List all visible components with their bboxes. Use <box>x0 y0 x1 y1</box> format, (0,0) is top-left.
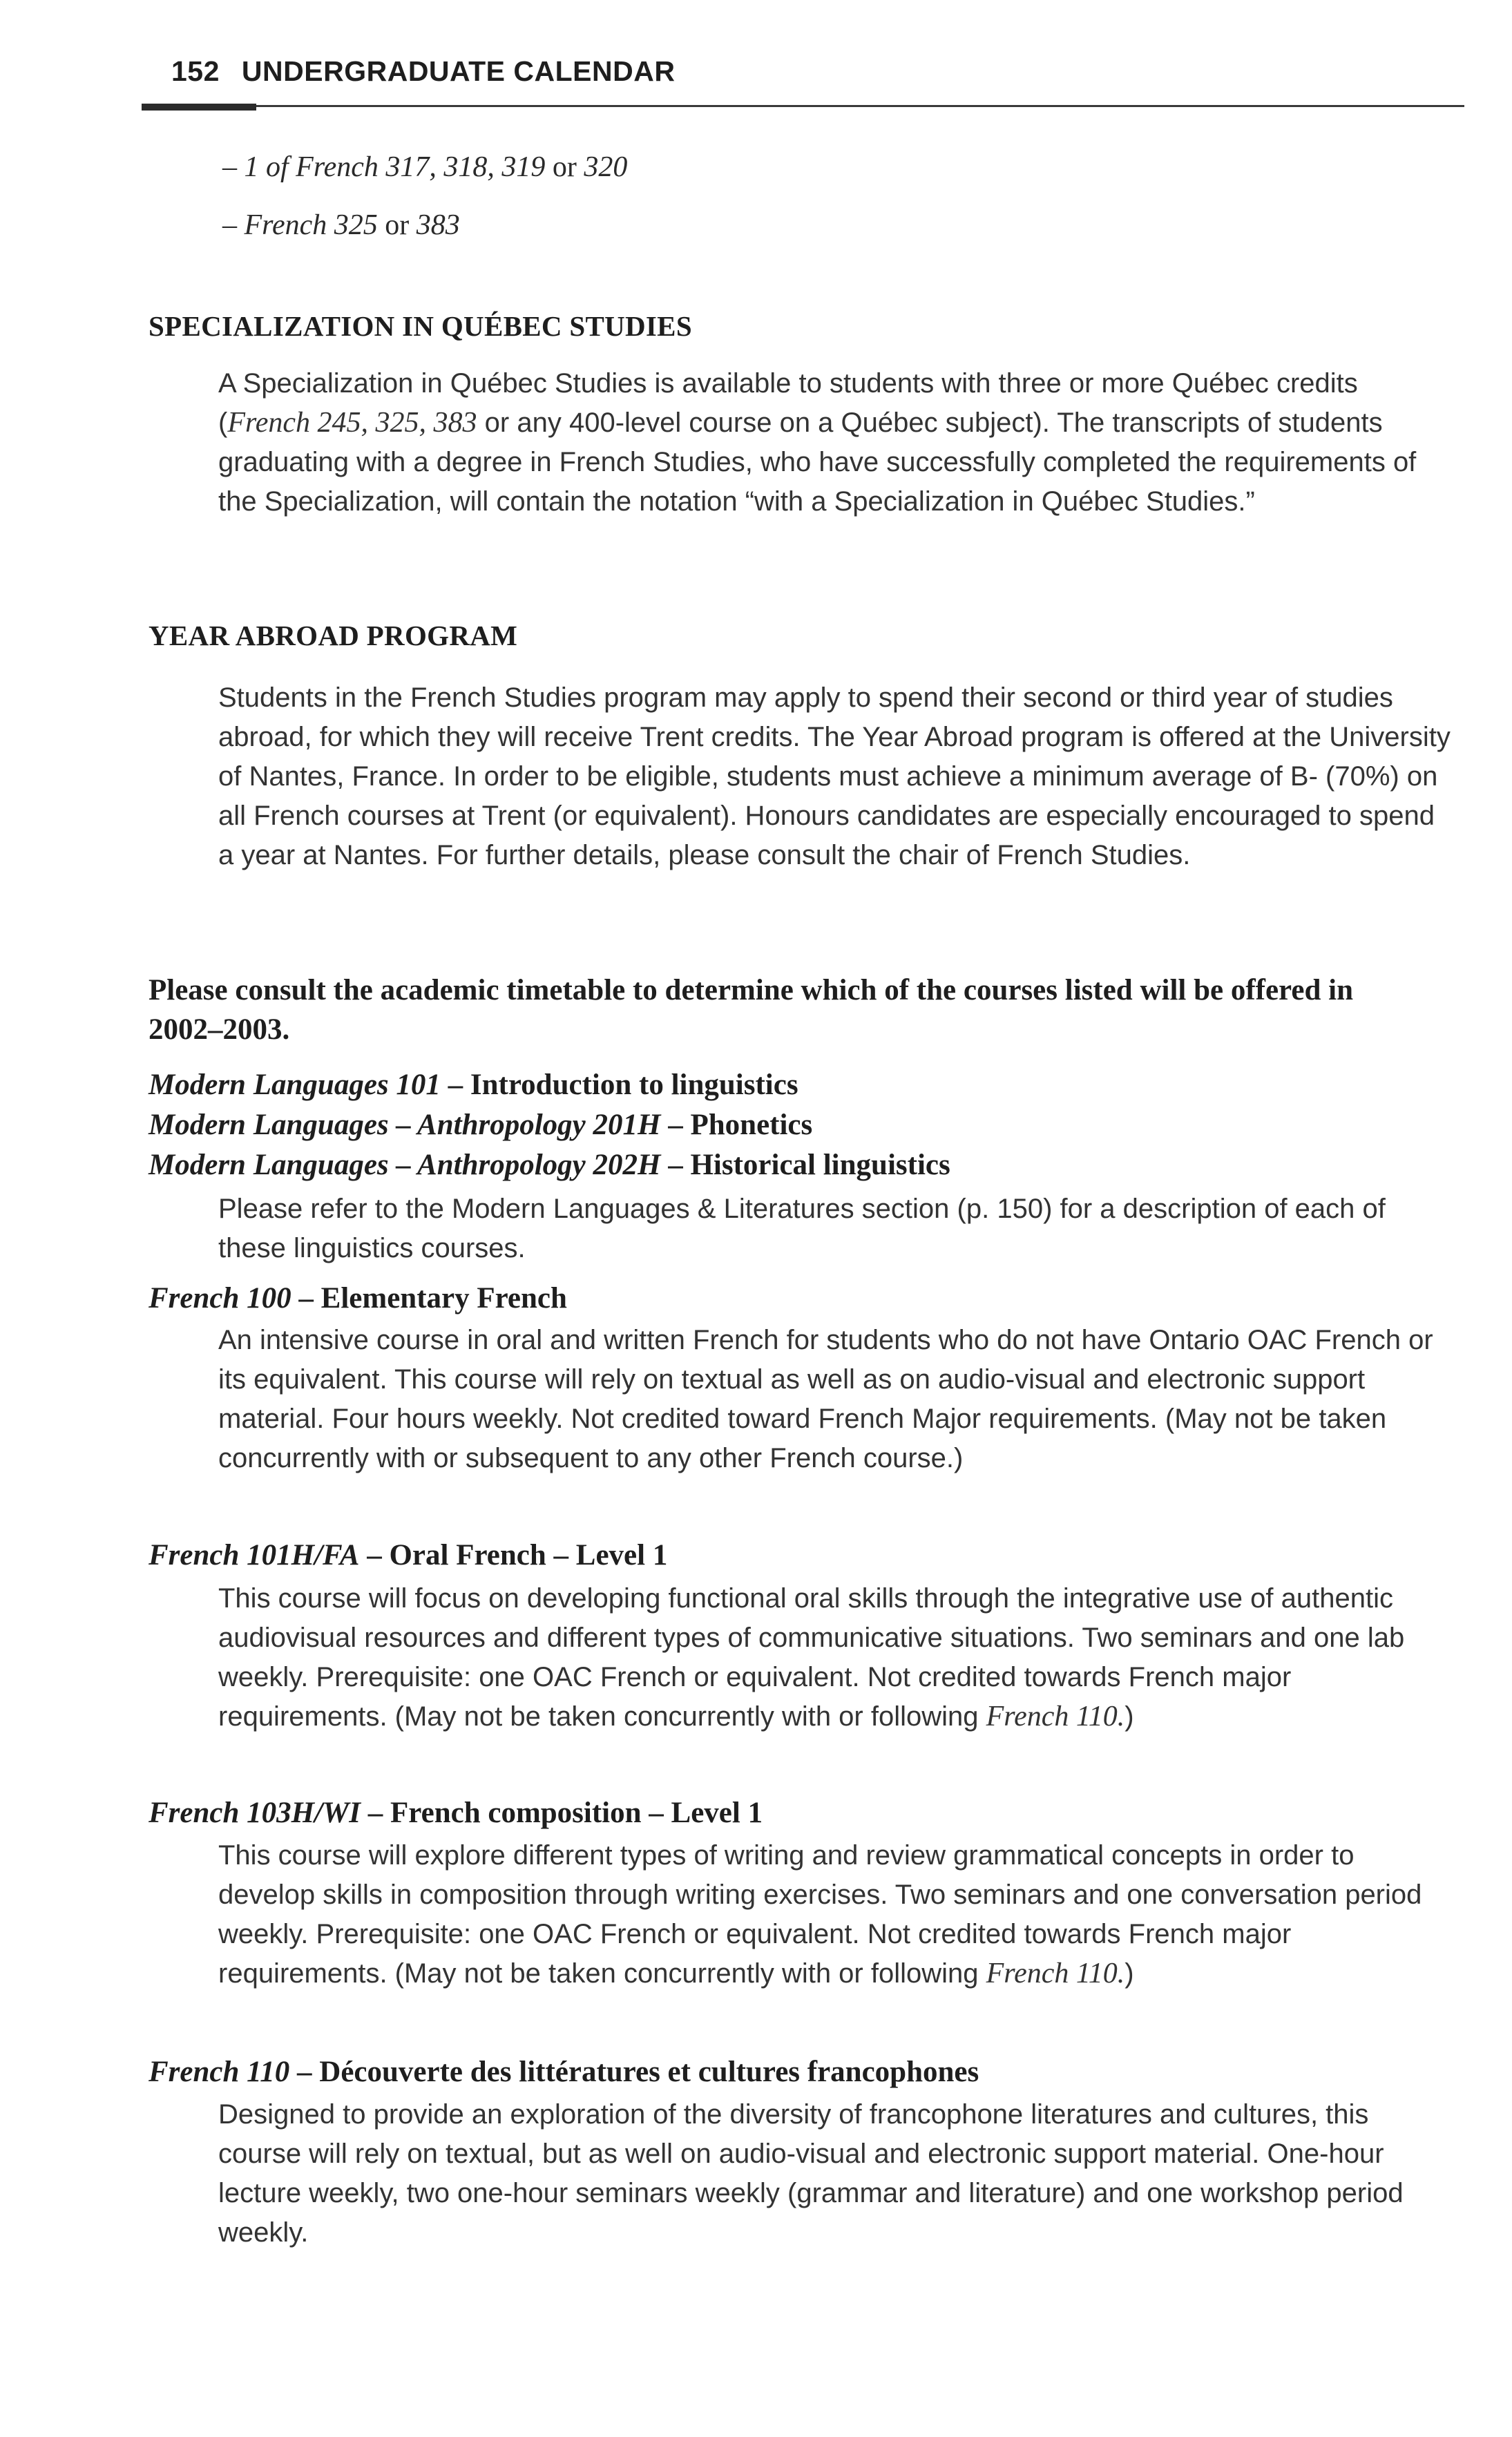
course-title: Modern Languages – Anthropology 202H – Historical linguistics <box>149 1149 950 1181</box>
running-header <box>171 55 675 88</box>
section-heading-year-abroad: YEAR ABROAD PROGRAM <box>149 620 518 651</box>
course-title: French 103H/WI – French composition – Level 1 <box>149 1797 763 1829</box>
timetable-notice: Please consult the academic timetable to determine which of the courses listed will be offered in 2002–2003. <box>149 974 1353 1046</box>
course-description: This course will explore different types of writing and review grammatical concepts in order to develop skills in composition through writing exercises. Two seminars and one conversation period weekly. Prerequisite: one OAC French or equivalent. Not credited towards French major requirements. (May not be taken concurrently with or following French 110.) <box>218 1840 1422 1989</box>
course-title: French 101H/FA – Oral French – Level 1 <box>149 1539 668 1571</box>
course-description: This course will focus on developing functional oral skills through the integrative use of authentic audiovisual resources and different types of communicative situations. Two seminars and one lab weekly. Prerequisite: one OAC French or equivalent. Not credited towards French major requirements. (May not be taken concurrently with or following French 110.) <box>218 1583 1405 1732</box>
header-rule-accent <box>142 104 256 111</box>
section-heading-specialization: SPECIALIZATION IN QUÉBEC STUDIES <box>149 310 692 342</box>
course-description: Please refer to the Modern Languages & Literatures section (p. 150) for a description of each of these linguistics courses. <box>218 1194 1386 1263</box>
course-description: An intensive course in oral and written French for students who do not have Ontario OAC French or its equivalent. This course will rely on textual as well as on audio-visual and electronic support material. Four hours weekly. Not credited toward French Major requirements. (May not be taken concurrently with or subsequent to any other French course.) <box>218 1325 1433 1473</box>
course-title: Modern Languages 101 – Introduction to linguistics <box>149 1069 798 1101</box>
year-abroad-paragraph: Students in the French Studies program may apply to spend their second or third year of studies abroad, for which they will receive Trent credits. The Year Abroad program is offered at the University of Nantes, France. In order to be eligible, students must achieve a minimum average of B- (70%) on all French courses at Trent (or equivalent). Honours candidates are especially encouraged to spend a year at Nantes. For further details, please consult the chair of French Studies. <box>218 682 1451 870</box>
list-item: – 1 of French 317, 318, 319 or 320 <box>222 151 628 183</box>
course-description: Designed to provide an exploration of the diversity of francophone literatures and cultures, this course will rely on textual, but as well on audio-visual and electronic support material. One-hour lecture weekly, two one-hour seminars weekly (grammar and literature) and one workshop period weekly. <box>218 2099 1404 2248</box>
specialization-paragraph: A Specialization in Québec Studies is available to students with three or more Québec credits (French 245, 325, 383 or any 400-level course on a Québec subject). The transcripts of students graduating with a degree in French Studies, who have successfully completed the requirements of the Specialization, will contain the notation “with a Specialization in Québec Studies.” <box>218 368 1417 517</box>
course-title: French 110 – Découverte des littératures et cultures francophones <box>149 2056 979 2088</box>
list-item: – French 325 or 383 <box>222 209 460 241</box>
running-title: UNDERGRADUATE CALENDAR <box>241 55 676 87</box>
page-number: 152 <box>171 55 220 87</box>
course-title: Modern Languages – Anthropology 201H – Phonetics <box>149 1109 813 1141</box>
course-title: French 100 – Elementary French <box>149 1282 567 1315</box>
header-rule <box>142 105 1464 107</box>
